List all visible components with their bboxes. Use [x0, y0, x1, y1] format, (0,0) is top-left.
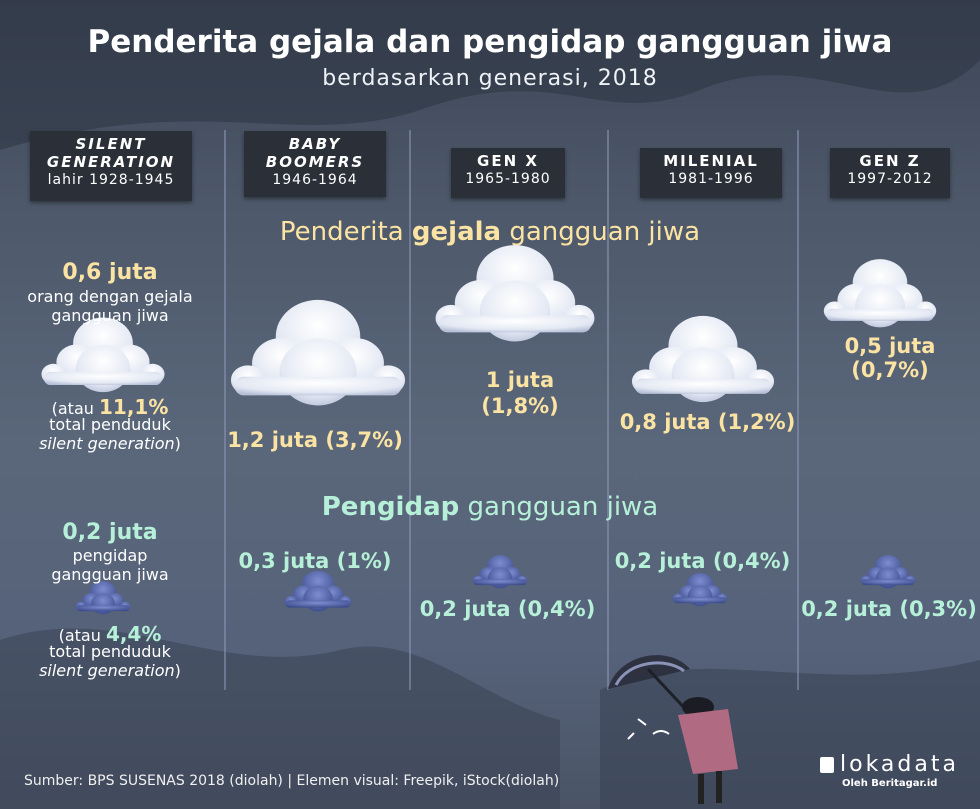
generation-name: BABY [288, 135, 342, 153]
paren-close: ) [174, 661, 181, 680]
italic-text: silent generation [39, 434, 175, 453]
silent-symptom-line3 [10, 434, 210, 453]
silent-disorder-desc: gangguan jiwa [51, 565, 169, 584]
generation-name: GEN Z [859, 152, 921, 170]
generation-name: SILENT [75, 135, 147, 153]
genx-symptom-label: 1 juta [485, 368, 555, 392]
disorder-cloud [473, 555, 528, 588]
disorder-cloud [284, 571, 351, 612]
heading-text: gangguan jiwa [501, 217, 701, 247]
symptom-cloud [632, 316, 774, 402]
generation-name: GEN X [477, 152, 539, 170]
symptom-cloud [231, 300, 405, 406]
silent-disorder-line3 [10, 661, 210, 680]
silent-symptom-pct: 11,1% [98, 395, 169, 419]
generation-name: BOOMERS [265, 153, 365, 171]
generation-range: 1946-1964 [272, 172, 358, 188]
silent-symptom-line2: total penduduk [49, 415, 171, 434]
paren-close: ) [174, 434, 181, 453]
boomers-symptom-label: 1,2 juta (3,7%) [227, 428, 403, 452]
silent-symptom-desc: orang dengan gejala [27, 287, 193, 306]
disorder-cloud [76, 581, 131, 614]
symptom-cloud [824, 259, 936, 327]
silent-disorder-pct: 4,4% [105, 622, 162, 646]
brand-logo [820, 752, 959, 777]
milenial-symptom-label: 0,8 juta (1,2%) [619, 410, 796, 434]
generation-range: lahir 1928-1945 [47, 172, 175, 188]
heading-text: Penderita [279, 217, 412, 247]
generation-range: 1981-1996 [668, 171, 754, 187]
silent-symptom-desc: gangguan jiwa [51, 306, 169, 325]
genx-disorder-label: 0,2 juta (0,4%) [419, 597, 596, 621]
silent-symptom-value: 0,6 juta [62, 260, 158, 285]
generation-range: 1965-1980 [465, 171, 551, 187]
paren-text: (atau [58, 626, 106, 645]
chart-title: Penderita gejala dan pengidap gangguan jiwa [87, 24, 893, 60]
heading-bold: Pengidap [321, 492, 460, 522]
chart-subtitle: berdasarkan generasi, 2018 [322, 66, 658, 91]
logo-icon [820, 757, 834, 773]
generation-name: GENERATION [46, 153, 176, 171]
genx-symptom-label: (1,8%) [481, 394, 559, 418]
heading-text: gangguan jiwa [459, 492, 659, 522]
symptom-cloud [41, 317, 164, 392]
boomers-disorder-label: 0,3 juta (1%) [238, 549, 392, 573]
logo-text: lokadata [840, 752, 959, 777]
silent-disorder-desc: pengidap [72, 546, 148, 565]
genz-disorder-label: 0,2 juta (0,3%) [801, 597, 977, 621]
brand-subtitle: Oleh Beritagar.id [842, 778, 938, 789]
milenial-disorder-label: 0,2 juta (0,4%) [614, 549, 791, 573]
umbrella-girl-illustration [598, 649, 758, 809]
italic-text: silent generation [39, 661, 175, 680]
source-note: Sumber: BPS SUSENAS 2018 (diolah) | Elemen visual: Freepik, iStock(diolah) [24, 773, 560, 789]
silent-disorder-line2: total penduduk [49, 642, 171, 661]
disorder-cloud [673, 573, 728, 606]
generation-range: 1997-2012 [847, 171, 933, 187]
generation-name: MILENIAL [663, 152, 759, 170]
paren-text: (atau [51, 399, 99, 418]
silent-disorder-value: 0,2 juta [62, 520, 158, 545]
genz-symptom-label: 0,5 juta (0,7%) [844, 334, 936, 382]
symptom-cloud [436, 245, 595, 341]
disorder-cloud [861, 555, 916, 588]
heading-bold: gejala [411, 217, 502, 247]
